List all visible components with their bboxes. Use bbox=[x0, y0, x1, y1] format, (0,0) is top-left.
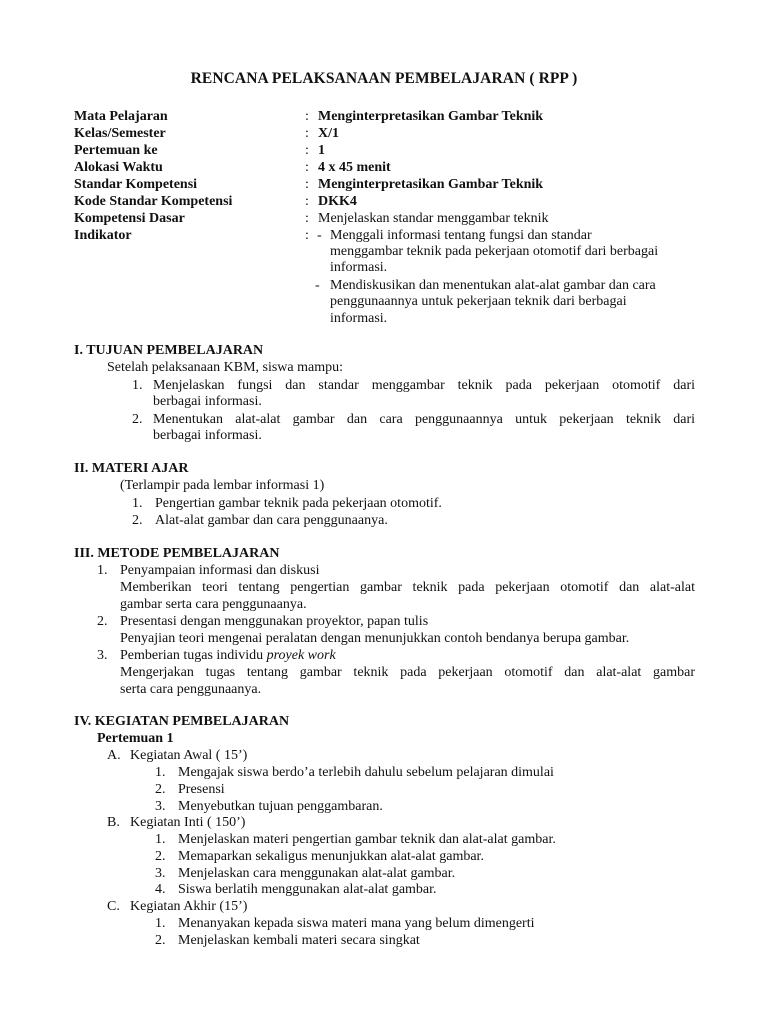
list-item-text: berbagai informasi. bbox=[153, 428, 262, 443]
method-title: Penyampaian informasi dan diskusi bbox=[120, 563, 320, 578]
colon: : bbox=[305, 109, 309, 124]
indikator-dash: - bbox=[317, 228, 322, 243]
list-number: 2. bbox=[155, 782, 166, 797]
group-title: Kegiatan Akhir (15’) bbox=[130, 899, 248, 914]
colon: : bbox=[305, 194, 309, 209]
list-item-text: Menanyakan kepada siswa materi mana yang belum dimengerti bbox=[178, 916, 535, 931]
colon: : bbox=[305, 177, 309, 192]
value-pertemuan-ke: 1 bbox=[318, 143, 325, 158]
method-description: Memberikan teori tentang pengertian gambar teknik pada pekerjaan otomotif dan alat-alat bbox=[120, 580, 695, 595]
label-standar-kompetensi: Standar Kompetensi bbox=[74, 177, 198, 192]
list-item-text: Pengertian gambar teknik pada pekerjaan otomotif. bbox=[155, 496, 442, 511]
value-kompetensi-dasar: Menjelaskan standar menggambar teknik bbox=[318, 211, 549, 226]
list-item-text: Menentukan alat-alat gambar dan cara penggunaannya untuk pekerjaan teknik dari bbox=[153, 412, 695, 427]
list-item-text: berbagai informasi. bbox=[153, 394, 262, 409]
colon: : bbox=[305, 228, 309, 243]
label-indikator: Indikator bbox=[74, 228, 132, 243]
colon: : bbox=[305, 211, 309, 226]
indikator-item-1-line-3: informasi. bbox=[330, 260, 388, 275]
list-number: 3. bbox=[155, 866, 166, 881]
group-title: Kegiatan Inti ( 150’) bbox=[130, 815, 246, 830]
method-title: Presentasi dengan menggunakan proyektor, papan tulis bbox=[120, 614, 429, 629]
label-mata-pelajaran: Mata Pelajaran bbox=[74, 109, 168, 124]
value-mata-pelajaran: Menginterpretasikan Gambar Teknik bbox=[318, 109, 544, 124]
colon: : bbox=[305, 143, 309, 158]
indikator-item-1-line-1: Menggali informasi tentang fungsi dan standar bbox=[330, 228, 592, 243]
list-item-text: Siswa berlatih menggunakan alat-alat gambar. bbox=[178, 882, 437, 897]
list-item-text: Presensi bbox=[178, 782, 225, 797]
method-title bbox=[120, 647, 336, 664]
list-number: 2. bbox=[132, 412, 143, 427]
list-item-text: Menjelaskan fungsi dan standar menggambar teknik pada pekerjaan otomotif dari bbox=[153, 378, 695, 393]
value-kode-standar-kompetensi: DKK4 bbox=[318, 194, 357, 209]
label-kode-standar-kompetensi: Kode Standar Kompetensi bbox=[74, 194, 233, 209]
label-alokasi-waktu: Alokasi Waktu bbox=[74, 160, 163, 175]
section-intro: (Terlampir pada lembar informasi 1) bbox=[120, 478, 325, 493]
list-number: 1. bbox=[155, 765, 166, 780]
list-number: 1. bbox=[97, 563, 108, 578]
method-description: serta cara penggunaanya. bbox=[120, 682, 262, 697]
indikator-item-1-line-2: menggambar teknik pada pekerjaan otomotif dari berbagai bbox=[330, 244, 659, 259]
list-item-text: Alat-alat gambar dan cara penggunaanya. bbox=[155, 513, 388, 528]
indikator-dash: - bbox=[315, 278, 320, 293]
method-description: Mengerjakan tugas tentang gambar teknik pada pekerjaan otomotif dan alat-alat gambar bbox=[120, 665, 695, 680]
section-heading: IV. KEGIATAN PEMBELAJARAN bbox=[74, 714, 290, 729]
section-heading: III. METODE PEMBELAJARAN bbox=[74, 546, 280, 561]
label-kelas-semester: Kelas/Semester bbox=[74, 126, 166, 141]
list-number: 1. bbox=[155, 916, 166, 931]
indikator-item-2-line-1: Mendiskusikan dan menentukan alat-alat gambar dan cara bbox=[330, 278, 656, 293]
method-description: Penyajian teori mengenai peralatan dengan menunjukkan contoh bendanya berupa gambar. bbox=[120, 631, 630, 646]
list-number: 2. bbox=[97, 614, 108, 629]
method-title-text: Pemberian tugas individu bbox=[120, 648, 264, 663]
document-title: RENCANA PELAKSANAAN PEMBELAJARAN ( RPP ) bbox=[190, 70, 578, 87]
value-standar-kompetensi: Menginterpretasikan Gambar Teknik bbox=[318, 177, 544, 192]
method-description: gambar serta cara penggunaanya. bbox=[120, 597, 307, 612]
method-title-italic: proyek work bbox=[266, 648, 336, 663]
list-number: 2. bbox=[155, 849, 166, 864]
section-heading: II. MATERI AJAR bbox=[74, 461, 189, 476]
label-pertemuan-ke: Pertemuan ke bbox=[74, 143, 158, 158]
list-item-text: Menjelaskan cara menggunakan alat-alat gambar. bbox=[178, 866, 456, 881]
list-item-text: Menjelaskan materi pengertian gambar teknik dan alat-alat gambar. bbox=[178, 832, 556, 847]
colon: : bbox=[305, 126, 309, 141]
group-title: Kegiatan Awal ( 15’) bbox=[130, 748, 248, 763]
list-item-text: Menyebutkan tujuan penggambaran. bbox=[178, 799, 383, 814]
list-number: 1. bbox=[132, 496, 143, 511]
indikator-item-2-line-3: informasi. bbox=[330, 311, 388, 326]
section-intro: Setelah pelaksanaan KBM, siswa mampu: bbox=[107, 360, 344, 375]
list-number: 2. bbox=[155, 933, 166, 948]
value-kelas-semester: X/1 bbox=[318, 126, 339, 141]
section-heading: I. TUJUAN PEMBELAJARAN bbox=[74, 343, 264, 358]
colon: : bbox=[305, 160, 309, 175]
list-number: 2. bbox=[132, 513, 143, 528]
group-letter: B. bbox=[107, 815, 120, 830]
list-number: 3. bbox=[155, 799, 166, 814]
value-alokasi-waktu: 4 x 45 menit bbox=[318, 160, 391, 175]
indikator-item-2-line-2: penggunaannya untuk pekerjaan teknik dari berbagai bbox=[330, 294, 627, 309]
group-letter: A. bbox=[107, 748, 121, 763]
group-letter: C. bbox=[107, 899, 120, 914]
list-number: 1. bbox=[155, 832, 166, 847]
list-number: 3. bbox=[97, 648, 108, 663]
list-item-text: Memaparkan sekaligus menunjukkan alat-alat gambar. bbox=[178, 849, 484, 864]
list-number: 1. bbox=[132, 378, 143, 393]
list-item-text: Mengajak siswa berdo’a terlebih dahulu sebelum pelajaran dimulai bbox=[178, 765, 554, 780]
pertemuan-heading: Pertemuan 1 bbox=[97, 731, 174, 746]
list-item-text: Menjelaskan kembali materi secara singkat bbox=[178, 933, 420, 948]
list-number: 4. bbox=[155, 882, 166, 897]
label-kompetensi-dasar: Kompetensi Dasar bbox=[74, 211, 185, 226]
